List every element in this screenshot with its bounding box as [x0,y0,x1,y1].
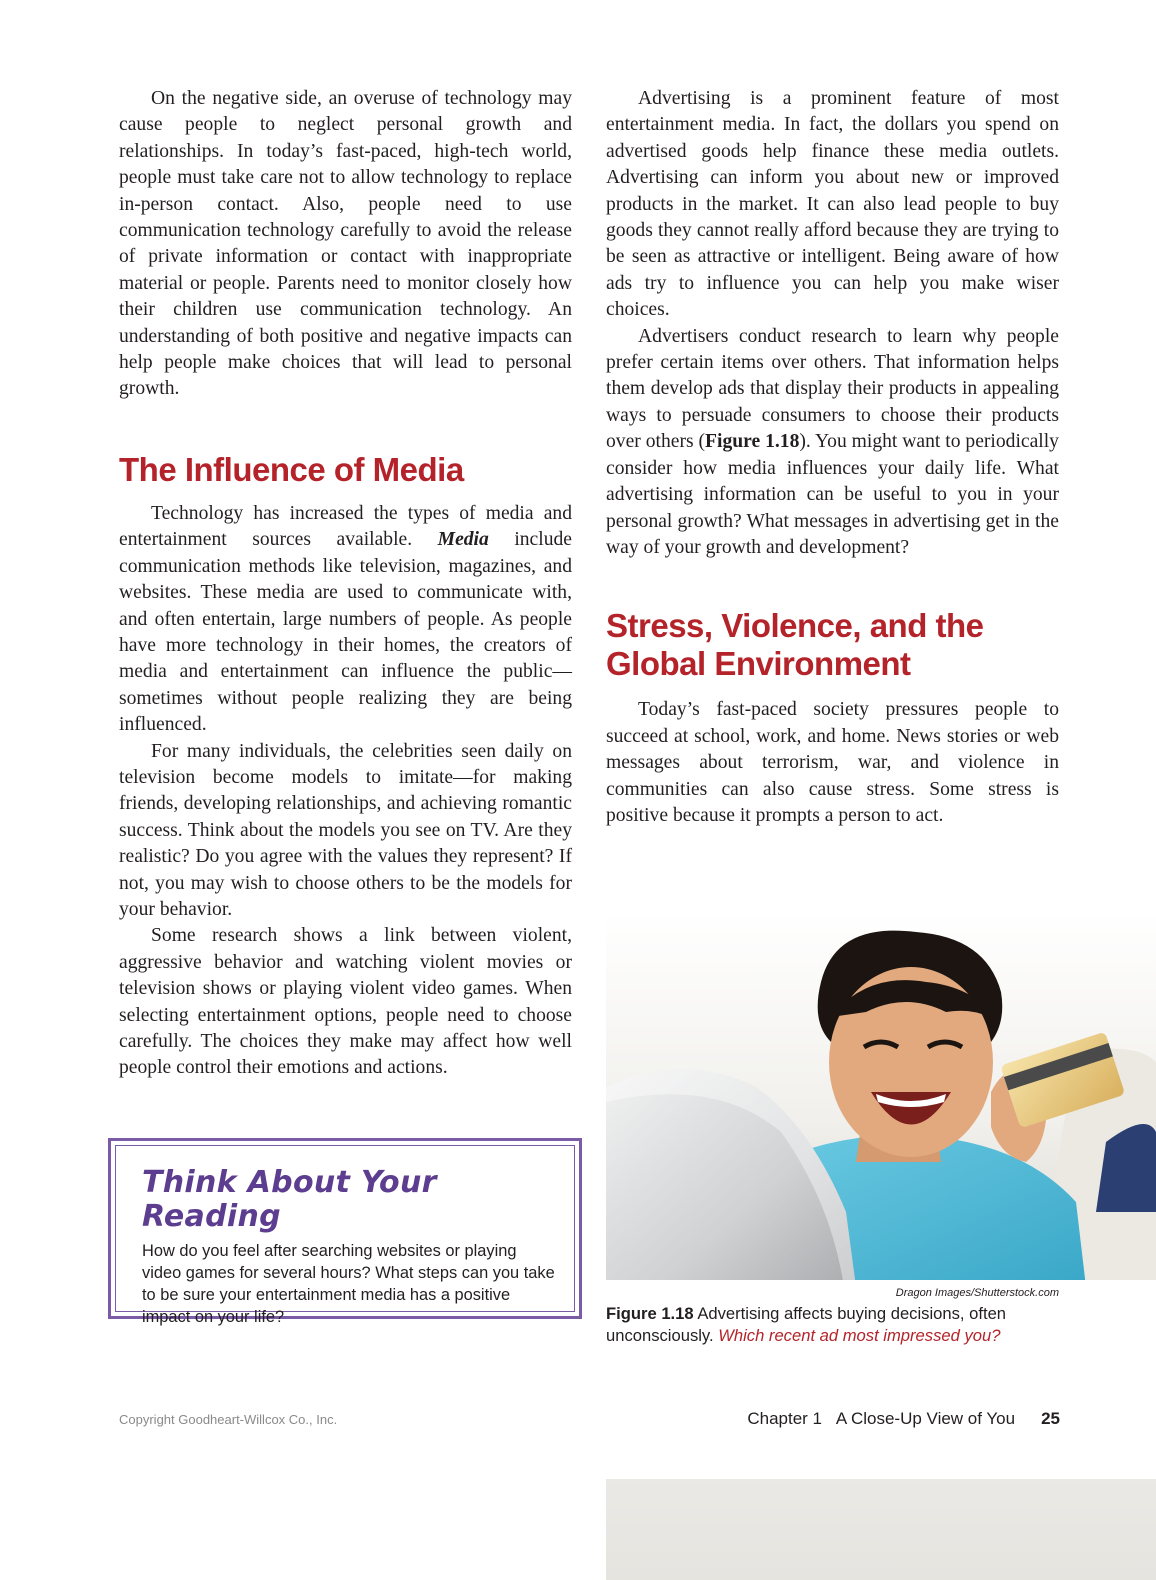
paragraph-advertisers-research [606,324,1059,562]
figure-photo [606,912,1156,1580]
media-text-before: Technology has increased the types of media and entertainment sources available. [119,502,572,551]
figure-caption-label: Figure 1.18 [606,1304,694,1323]
paragraph-technology-negative: On the negative side, an overuse of technology may cause people to neglect personal growth and relationships. In today’s fast-paced, high-tech world, people must take care not to allow technology to replace in-person contact. Also, people need to use communication technology carefully to avoid the release of private information or contact with inappropriate material or people. Parents need to monitor closely how their children use communication technology. An understanding of both positive and negative impacts can help people make choices that will lead to personal growth. [119,88,572,400]
photo-illustration [606,912,1156,1580]
footer-chapter-title: A Close-Up View of You [835,1409,1016,1428]
paragraph-violence-research: Some research shows a link between violent, aggressive behavior and watching violent movies or television shows or playing violent video games. When selecting entertainment options, people need to choose carefully. The choices they make may affect how well people control their emotions and actions. [119,925,572,1079]
figure-caption [606,1303,1046,1347]
paragraph-media-definition [119,501,572,739]
figure-caption-text: Advertising affects buying decisions, often unconsciously. [606,1304,1007,1345]
section-heading-stress-violence: Stress, Violence, and the Global Environment [606,607,984,683]
advertisers-text-before: Advertisers conduct research to learn why people prefer certain items over others. That information helps them develop ads that display their products in appealing ways to persuade consumers to choose their products over others ( [606,325,1059,453]
footer-copyright: Copyright Goodheart-Willcox Co., Inc. [119,1412,338,1427]
key-term-media: Media [437,529,489,551]
section-heading-influence-of-media: The Influence of Media [119,450,464,488]
right-column [606,86,1059,829]
figure-caption-question: Which recent ad most impressed you? [718,1326,1001,1345]
paragraph-advertising: Advertising is a prominent feature of most entertainment media. In fact, the dollars you spend on advertised goods help finance these media outlets. Advertising can inform you about new or improved products in the market. It can also lead people to buy goods they cannot really afford because they are trying to be seen as attractive or intelligent. Being aware of how ads try to influence you can help you make wiser choices. [606,88,1059,321]
left-column [119,86,572,1082]
advertisers-text-after: ). You might want to periodically consider how media influences your daily life. What advertising information can be useful to you in your personal growth? What messages in advertising get in the way of your growth and development? [606,431,1059,558]
paragraph-stress: Today’s fast-paced society pressures people to succeed at school, work, and home. News stories or web messages about terrorism, war, and violence in communities can also cause stress. Some stress is positive because it prompts a person to act. [606,699,1059,826]
figure-reference: Figure 1.18 [705,431,800,453]
page-number: 25 [1041,1409,1060,1428]
paragraph-celebrities: For many individuals, the celebrities seen daily on television become models to imitate—for making friends, developing relationships, and achieving romantic success. Think about the models you see on TV. Are they realistic? Do you agree with the values they represent? If not, you may wish to choose others to be the models for your behavior. [119,740,572,920]
reading-box-title: Think About Your Reading [142,1165,437,1234]
footer-chapter: Chapter 1 [747,1409,823,1428]
reading-box-body: How do you feel after searching websites or playing video games for several hours? What steps can you take to be sure your entertainment media has a positive impact on your life? [142,1242,555,1326]
reading-box-inner [115,1145,575,1326]
media-text-after: include communication methods like television, magazines, and websites. These media are used to communicate with, and often entertain, large numbers of people. As people have more technology in their homes, the creators of media and entertainment can influence the public—sometimes without people realizing they are being influenced. [119,529,572,736]
photo-credit: Dragon Images/Shutterstock.com [895,1287,1059,1299]
footer-running-head [747,1409,1060,1429]
think-about-your-reading-box [108,1138,582,1326]
